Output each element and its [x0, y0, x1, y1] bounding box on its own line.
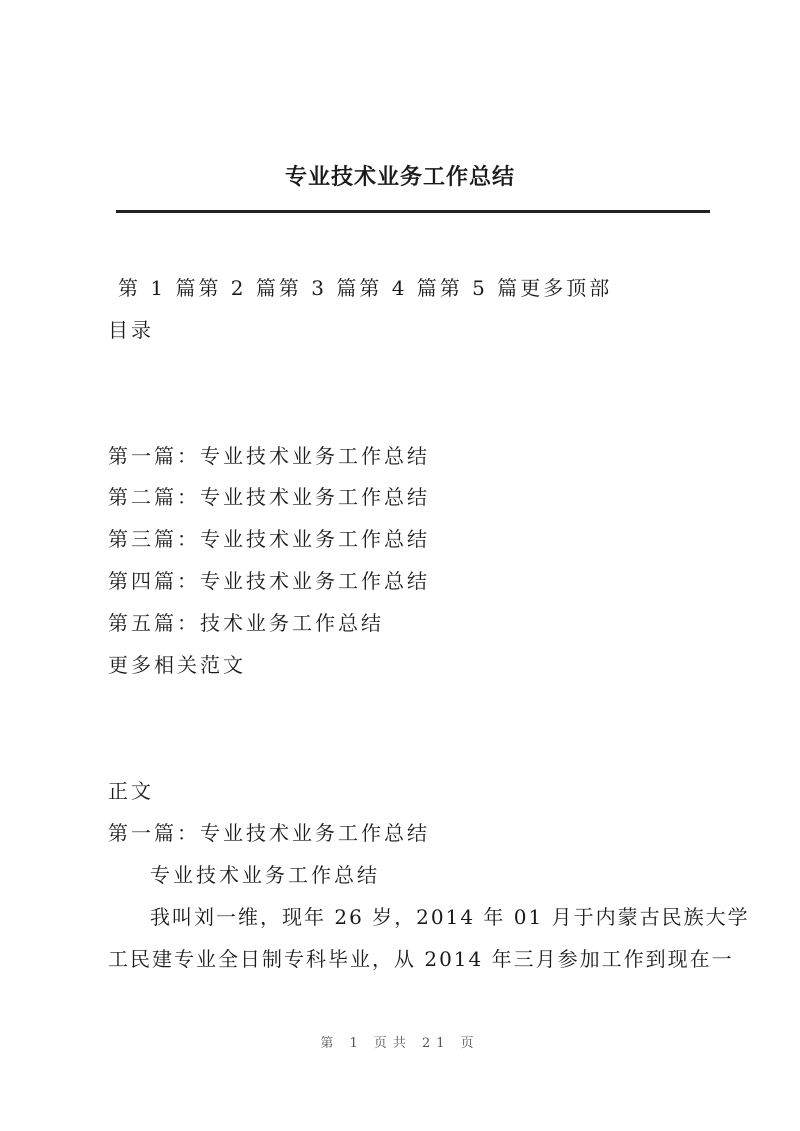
- toc-item-1[interactable]: 第一篇：专业技术业务工作总结: [108, 444, 430, 468]
- paragraph-line-1: 我叫刘一维，现年 26 岁，2014 年 01 月于内蒙古民族大学: [150, 905, 750, 929]
- section-subtitle: 专业技术业务工作总结: [150, 863, 380, 887]
- toc-item-5[interactable]: 第五篇：技术业务工作总结: [108, 611, 384, 635]
- nav-link-1[interactable]: 第 1 篇: [118, 276, 199, 300]
- document-title: 专业技术业务工作总结: [284, 165, 515, 190]
- nav-bar: [118, 273, 612, 303]
- nav-link-5[interactable]: 第 5 篇: [439, 276, 521, 300]
- toc-item-4[interactable]: 第四篇：专业技术业务工作总结: [108, 569, 430, 593]
- section-title: 第一篇：专业技术业务工作总结: [108, 821, 430, 845]
- nav-link-4[interactable]: 第 4 篇: [359, 276, 440, 300]
- page-footer: 第 1 页共 21 页: [320, 1036, 480, 1051]
- toc-item-3[interactable]: 第三篇：专业技术业务工作总结: [108, 527, 430, 551]
- toc-more-link[interactable]: 更多相关范文: [108, 653, 246, 677]
- toc-item-2[interactable]: 第二篇：专业技术业务工作总结: [108, 485, 430, 509]
- title-divider: [116, 210, 710, 213]
- paragraph-line-2: 工民建专业全日制专科毕业，从 2014 年三月参加工作到现在一: [108, 947, 734, 971]
- nav-link-2[interactable]: 第 2 篇: [198, 276, 279, 300]
- body-heading: 正文: [108, 779, 154, 803]
- nav-link-top[interactable]: 顶部: [566, 276, 613, 300]
- toc-heading: 目录: [108, 318, 154, 342]
- nav-link-more[interactable]: 更多: [520, 276, 567, 300]
- nav-link-3[interactable]: 第 3 篇: [278, 276, 360, 300]
